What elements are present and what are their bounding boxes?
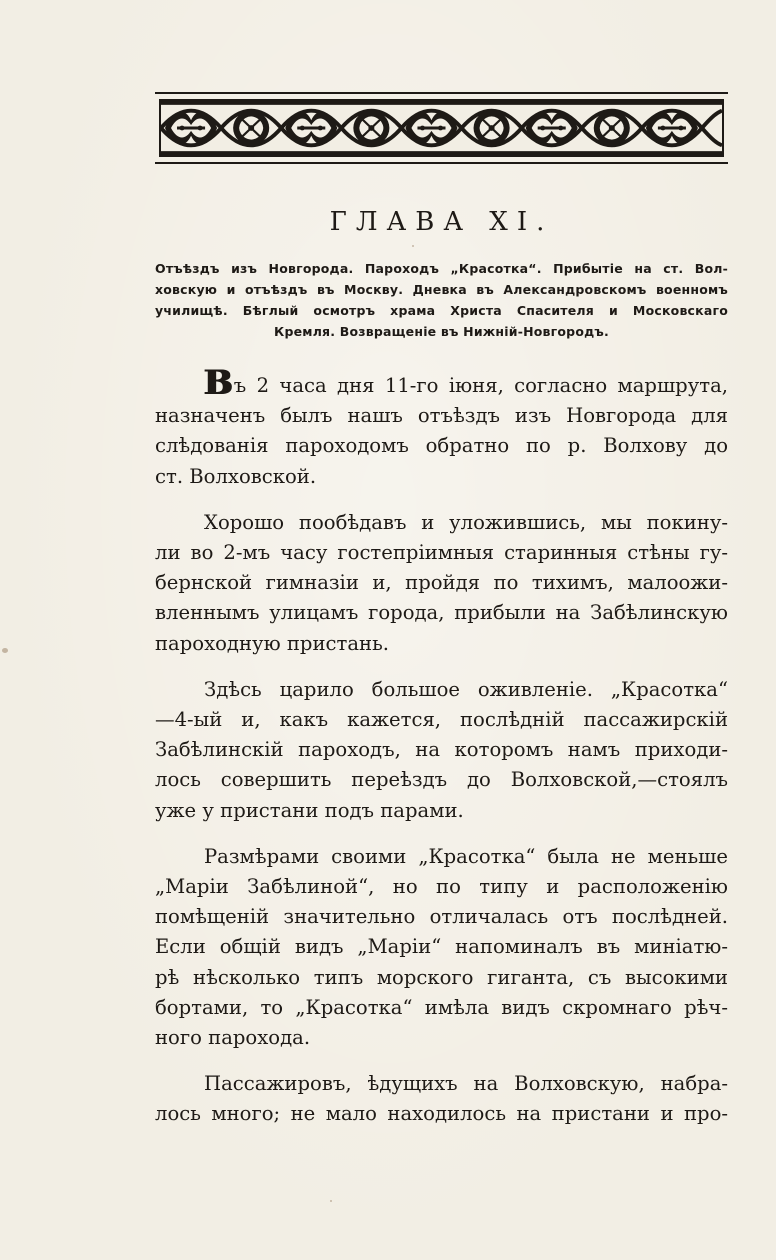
text-line: Здѣсь царило большое оживленіе. „Красотка“ [204,677,728,701]
text-line: ного парохода. [155,1026,311,1050]
chapter-title: ГЛАВА XI. [329,207,554,237]
text-line: ли во 2-мъ часу гостепріимныя старинныя стѣны гу- [155,541,728,565]
text-line: Пассажировъ, ѣдущихъ на Волховскую, набра- [204,1072,728,1096]
text-line [155,363,728,403]
paragraph [155,508,728,659]
paper-speck [412,245,414,247]
paragraph [155,363,728,492]
text-line: —4-ый и, какъ кажется, послѣдній пассажирскій [155,708,728,732]
paragraph [155,842,728,1053]
text-line: бернской гимназіи и, пройдя по тихимъ, малоожи- [155,571,728,595]
drop-cap: В [204,363,233,403]
text-line: ст. Волховской. [155,464,317,488]
text-line-content: ъ 2 часа дня 11-го іюня, согласно маршрута, [233,374,728,397]
text-line: пароходную пристань. [155,631,389,655]
text-line: уже у пристани подъ парами. [155,798,464,822]
summary-line: Кремля. Возвращеніе въ Нижній-Новгородъ. [274,324,609,339]
body-text [155,363,728,1146]
summary-line: Отъѣздъ изъ Новгорода. Пароходъ „Красотка“. Прибытіе на ст. Вол- [155,261,728,276]
text-line: слѣдованія пароходомъ обратно по р. Волхову до [155,434,728,458]
text-line: Хорошо пообѣдавъ и уложившись, мы покину- [204,510,728,534]
text-line: Если общій видъ „Маріи“ напоминалъ въ миніатю- [155,935,728,959]
text-line: „Маріи Забѣлиной“, но по типу и расположенію [155,875,728,899]
interlace-ornament [159,99,724,157]
paragraph [155,1069,728,1129]
text-line: Размѣрами своими „Красотка“ была не меньше [204,844,728,868]
ornamental-header-band [155,92,728,164]
text-line: помѣщеній значительно отличалась отъ послѣдней. [155,905,728,929]
text-line: вленнымъ улицамъ города, прибыли на Забѣлинскую [155,601,728,625]
text-line: лось много; не мало находилось на пристани и про- [155,1102,728,1126]
text-line: лось совершить переѣздъ до Волховской,—стоялъ [155,768,728,792]
paper-speck [330,1200,332,1202]
text-line: назначенъ былъ нашъ отъѣздъ изъ Новгорода для [155,404,728,428]
summary-line: ховскую и отъѣздъ въ Москву. Дневка въ Александровскомъ военномъ [155,282,728,297]
chapter-summary [155,258,728,342]
text-line: бортами, то „Красотка“ имѣла видъ скромнаго рѣч- [155,995,728,1019]
text-line: Забѣлинскій пароходъ, на которомъ намъ приходи- [155,738,728,762]
interlace-ornament-graphic [161,101,722,155]
summary-line: училищѣ. Бѣглый осмотръ храма Христа Спасителя и Московскаго [155,303,728,318]
text-line: рѣ нѣсколько типъ морского гиганта, съ высокими [155,965,728,989]
paper-speck [2,648,8,653]
paragraph [155,675,728,826]
